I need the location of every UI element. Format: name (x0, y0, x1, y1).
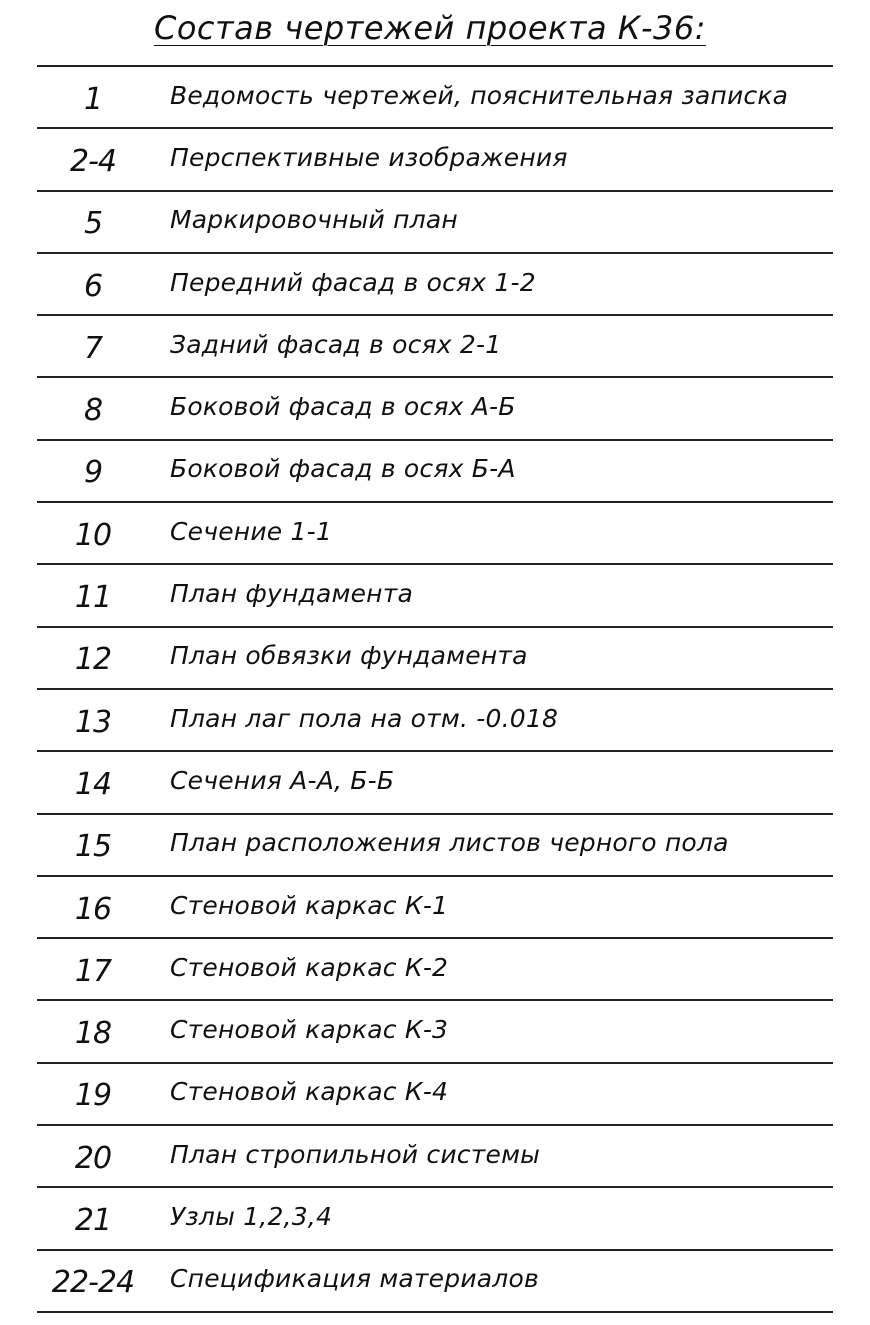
table-row (37, 441, 833, 503)
table-row (37, 1064, 833, 1126)
page-title: Состав чертежей проекта К-36: (153, 9, 707, 47)
sheet-description: План лаг пола на отм. -0.018 (170, 703, 559, 733)
sheet-number: 15 (74, 829, 112, 865)
sheet-description: Узлы 1,2,3,4 (170, 1201, 333, 1231)
sheet-description: Стеновой каркас К-4 (170, 1077, 449, 1107)
sheet-number: 18 (74, 1016, 112, 1052)
sheet-number: 16 (74, 891, 112, 927)
sheet-number: 13 (74, 704, 112, 740)
table-row (37, 129, 833, 191)
sheet-number: 5 (83, 206, 103, 242)
sheet-description: План обвязки фундамента (170, 641, 528, 671)
table-row (37, 192, 833, 254)
table-row (37, 67, 833, 129)
sheet-number: 10 (74, 517, 112, 553)
sheet-description: План расположения листов черного пола (170, 828, 729, 858)
table-row (37, 877, 833, 939)
sheet-number: 8 (83, 393, 103, 429)
sheet-number: 22-24 (51, 1265, 135, 1301)
sheet-description: Ведомость чертежей, пояснительная записка (170, 80, 789, 110)
sheet-number: 20 (74, 1140, 112, 1176)
sheet-number: 14 (74, 766, 112, 802)
sheet-description: Сечения А-А, Б-Б (170, 765, 395, 795)
table-row (37, 1251, 833, 1313)
sheet-description: План стропильной системы (170, 1139, 541, 1169)
sheet-description: Сечение 1-1 (170, 516, 332, 546)
sheet-number: 21 (74, 1202, 112, 1238)
sheet-description: Боковой фасад в осях Б-А (170, 454, 516, 484)
sheet-description: Боковой фасад в осях А-Б (170, 392, 516, 422)
table-row (37, 565, 833, 627)
table-row (37, 690, 833, 752)
table-row (37, 316, 833, 378)
table-row (37, 939, 833, 1001)
sheet-description: Передний фасад в осях 1-2 (170, 267, 536, 297)
sheet-description: Стеновой каркас К-3 (170, 1015, 449, 1045)
sheet-description: Маркировочный план (170, 205, 458, 235)
table-row (37, 503, 833, 565)
sheet-number: 9 (83, 455, 103, 491)
table-row (37, 378, 833, 440)
sheet-number: 17 (74, 953, 112, 989)
sheet-number: 11 (74, 580, 112, 616)
title-area (0, 0, 870, 66)
sheet-description: Стеновой каркас К-2 (170, 952, 449, 982)
table-row (37, 815, 833, 877)
sheet-number: 7 (83, 330, 103, 366)
table-row (37, 254, 833, 316)
sheet-number: 6 (83, 268, 103, 304)
table-row (37, 1188, 833, 1250)
sheet-description: Стеновой каркас К-1 (170, 890, 449, 920)
table-row (37, 1126, 833, 1188)
table-row (37, 1001, 833, 1063)
sheet-number: 2-4 (70, 143, 116, 179)
sheet-number: 19 (74, 1078, 112, 1114)
sheet-description: Задний фасад в осях 2-1 (170, 329, 502, 359)
table-row (37, 752, 833, 814)
sheet-number: 1 (83, 81, 103, 117)
drawings-list-table (37, 65, 833, 1313)
sheet-number: 12 (74, 642, 112, 678)
sheet-description: План фундамента (170, 579, 413, 609)
table-row (37, 628, 833, 690)
sheet-description: Спецификация материалов (170, 1264, 539, 1294)
sheet-description: Перспективные изображения (170, 142, 568, 172)
